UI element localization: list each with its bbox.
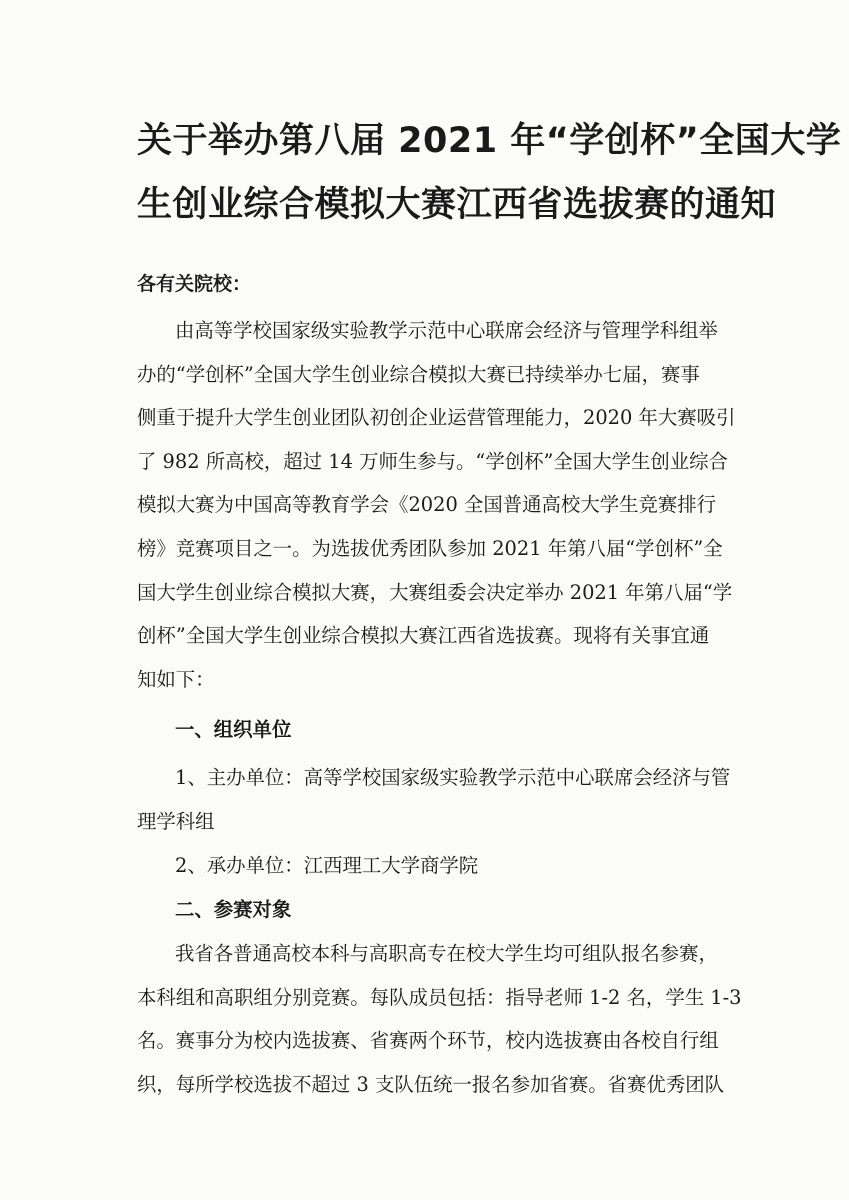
intro-line: 模拟大赛为中国高等教育学会《2020 全国普通高校大学生竞赛排行 [137,493,717,517]
title-line-1: 关于举办第八届 2021 年“学创杯”全国大学 [137,121,842,161]
intro-line: 侧重于提升大学生创业团队初创企业运营管理能力，2020 年大赛吸引 [137,406,736,430]
intro-line: 了 982 所高校，超过 14 万师生参与。“学创杯”全国大学生创业综合 [137,449,728,473]
intro-line: 榜》竞赛项目之一。为选拔优秀团队参加 2021 年第八届“学创杯”全 [137,536,723,560]
title-line-2: 生创业综合模拟大赛江西省选拔赛的通知 [137,185,777,225]
participants-line: 名。赛事分为校内选拔赛、省赛两个环节，校内选拔赛由各校自行组 [137,1029,719,1053]
intro-line: 知如下： [137,667,215,691]
organizer-item-host [137,756,737,843]
participants-paragraph [137,932,742,1106]
intro-line: 由高等学校国家级实验教学示范中心联席会经济与管理学科组举 [175,319,718,342]
intro-line: 国大学生创业综合模拟大赛，大赛组委会决定举办 2021 年第八届“学 [137,580,733,604]
document-title [137,109,842,237]
section-heading-organizers: 一、组织单位 [175,718,292,741]
intro-line: 创杯”全国大学生创业综合模拟大赛江西省选拔赛。现将有关事宜通 [137,624,710,648]
organizer-item-line: 1、主办单位：高等学校国家级实验教学示范中心联席会经济与管 [175,766,731,789]
organizer-item-line: 2、承办单位：江西理工大学商学院 [175,854,479,877]
organizer-item-line: 理学科组 [137,809,215,833]
section-heading-participants: 二、参赛对象 [175,898,292,921]
salutation: 各有关院校： [137,273,252,295]
participants-line: 本科组和高职组分别竞赛。每队成员包括：指导老师 1-2 名，学生 1-3 [137,985,742,1009]
participants-line: 我省各普通高校本科与高职高专在校大学生均可组队报名参赛， [175,942,718,965]
organizer-item-undertaker [137,844,737,888]
participants-line: 织，每所学校选拔不超过 3 支队伍统一报名参加省赛。省赛优秀团队 [137,1072,724,1096]
intro-line: 办的“学创杯”全国大学生创业综合模拟大赛已持续举办七届，赛事 [137,362,700,386]
intro-paragraph [137,309,737,701]
